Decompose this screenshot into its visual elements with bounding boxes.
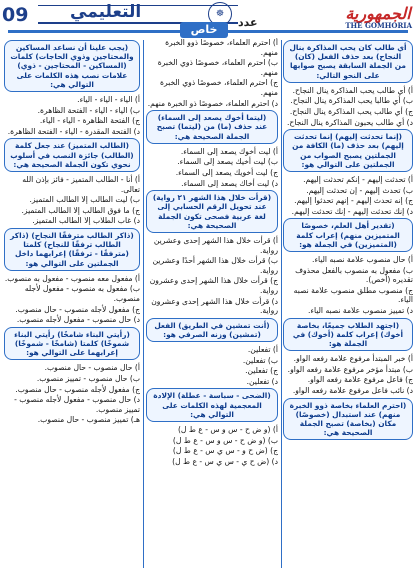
section-title: التعليمي — [70, 2, 142, 22]
answer-option: ج) مفعول لأجله منصوب - حال منصوب. — [15, 384, 140, 394]
logo-subtext: THE GOMHORIA — [345, 21, 412, 30]
answer-option: د) تفعلين. — [246, 376, 278, 386]
answer-option: ج) الفتحة الظاهرة - الياء - الياء. — [39, 116, 140, 126]
answer-option: ب) مفعول به منصوب بالفعل محذوف تقديره (أخص). — [295, 265, 413, 285]
answer-option: ج) (ض ح و - س ي س - ع ط ل) — [172, 446, 278, 456]
ministry-seal-icon: ☸ — [208, 2, 232, 26]
newspaper-logo — [345, 4, 412, 30]
answer-option: ب) (و ض ح - س و س - ع ط ل) — [172, 435, 278, 445]
answer-option: أ) حال منصوب علامة نصبه الياء. — [312, 254, 413, 264]
answer-option: أ) حال منصوب - حال منصوب. — [44, 363, 140, 373]
question-box: (الضحى - سباسة - عطلة) الإلادة المعجمية لهذه الكلمات على التوالي هي: — [146, 388, 278, 422]
answer-option: ب) احترم العلماء، خصوصًا ذوي الخبرة منهم. — [157, 58, 278, 77]
answer-option: ب) ليت أخيك يصعد إلى السماء. — [177, 157, 278, 167]
question-box: (ذاكر الطالب مترفقًا النجاح) (ذاكر الطالب ترفقًا للنجاح) كلمتا (مترفقًا - ترفقًا) إعرابهما داخل الجملتين على التوالي هو: — [4, 228, 140, 271]
question-box: (يجب علينا أن نساعد المساكين والمحتاجين وذوي الحاجات) كلمات (المساكين - المحتاجين - ذوي) علامات نصب هذه الكلمات على التوالي هي: — [4, 40, 140, 92]
question-box: (رأيتي البناء شامخًا) رأيتي البناء شموخًا) كلمتا (شامخًا - شموخًا) إعرابهما على التوالي هو: — [4, 327, 140, 361]
question-box: (أنت تمشين في الطريق) الفعل (تمشين) وزنه الصرفي هو: — [146, 318, 278, 342]
logo-text: الجمهورية — [345, 4, 411, 23]
answer-option: ب) الياء - الياء - الفتحة الظاهرة. — [37, 105, 140, 115]
question-box: (احترم العلماء بخاصة ذوو الخبرة منهم) عند استبدال (خصوصًا) مكان (بخاصة) تصبح الجملة الصحيحة هي: — [283, 398, 413, 441]
answer-option: ج) ليت أخويك يصعد إلى السماء. — [175, 167, 278, 177]
answer-option: ب) تحدث إليهم - إن تحدثت إليهم. — [306, 185, 413, 195]
answer-option: ج) منصوب مطلق منصوب علامة نصبه الياء. — [293, 285, 413, 305]
answer-option: أ) تحدثت إليهم - إنكم تحدثت إليهم. — [303, 175, 413, 184]
answer-option: د) الفتحة المقدرة - الياء - الفتحة الظاهرة. — [7, 126, 140, 136]
question-box: (تقدير أهل العلم، خصوصًا المتميزين منهم) إعراب كلمة (المتميزين) في الجملة هو: — [283, 218, 413, 252]
answer-option: د) احترم العلماء، خصوصًا ذو الخبرة منهم. — [147, 98, 278, 108]
answer-option: أ) أي طالب يحب المذاكرة ينال النجاح. — [292, 85, 413, 95]
answer-option: أ) احترم العلماء، خصوصًا ذوو الخبرة منهم. — [165, 38, 278, 57]
question-box: (الطالب المتميز) عند جعل كلمة (الطالب) جائزة النصب في أسلوب نحوي تكون الجملة الصحيحة هي: — [4, 138, 140, 172]
answer-option: د) غاب الطلاب إلا الطالب المتميز. — [32, 216, 140, 226]
middle-column — [146, 38, 278, 568]
answer-option: د) ليت أخاك يصعد إلى السماء. — [181, 178, 278, 188]
issue-label: عدد — [238, 16, 258, 29]
answer-option: أ) قرأت خلال هذا الشهر إحدى وعشرين رواية. — [153, 235, 278, 255]
answer-option: د) حال منصوب - مفعول لأجله منصوب. — [16, 315, 140, 325]
answer-option: أ) (و ض ح - س و س - ع ط ل) — [177, 425, 278, 435]
answer-option: د) حال منصوب - مفعول لأجله منصوب - تمييز منصوب. — [14, 395, 140, 414]
answer-option: ج) ما فوق الطالب إلا الطالب المتميز. — [21, 205, 140, 215]
answer-option: أ) خبر المبتدأ مرفوع علامة رفعه الواو. — [293, 354, 413, 364]
answer-option: أ) الياء - الياء - الياء. — [77, 95, 140, 105]
answer-option: د) (ض ح ي - س ي س - ع ط ل) — [172, 456, 278, 466]
answer-option: د) إنك تحدثت إليهم - إنك تحدثت إليهم. — [291, 206, 413, 216]
answer-option: أ) تفعلين. — [247, 345, 278, 355]
right-column — [283, 38, 413, 568]
question-box: (إنما تحدثت إليهم) إنما تحدثت إليهم) بعد حذف (ما) الكافة من الجملتين يصبح الصواب من الجملتين على التوالي هو: — [283, 129, 413, 172]
special-tab: خاص — [180, 22, 228, 38]
answer-option: ب) تفعلين. — [242, 355, 278, 365]
answer-option: د) تمييز منصوب علامة نصبه الياء. — [308, 305, 413, 315]
answer-option: ج) تفعلين. — [245, 366, 278, 376]
answer-option: د) أي طالب يحبون المذاكرة ينال النجاح. — [287, 117, 413, 127]
answer-option: أ) مفعول معه منصوب - مفعول به منصوب. — [4, 273, 140, 283]
answer-option: ج) احترم العلماء، خصوصًا ذوي الخبرة منهم. — [160, 78, 278, 97]
answer-option: أ) أنا - الطالب المتميز - فائز بإذن الله تعالى. — [22, 175, 140, 194]
answer-option: د) نائب فاعل مرفوع علامة رفعه الواو. — [292, 385, 413, 395]
answer-option: ب) أي طالبا يحب المذاكرة ينال النجاح. — [290, 96, 413, 106]
column-separator — [143, 40, 144, 568]
answer-option: ج) فاعل مرفوع علامة رفعه الواو. — [307, 375, 413, 385]
question-box: (ليتما أخوك يصعد إلى السماء) عند حذف (ما) من (ليتما) تصبح الجملة الصحيحة هي: — [146, 110, 278, 144]
answer-option: د) قرأت خلال هذا الشهر إحدى وعشرون رواية. — [151, 296, 278, 316]
answer-option: أ) ليت أخوك يصعد إلى السماء. — [180, 146, 278, 156]
question-box: أي طالب كان يحب المذاكرة بنال النجاح) بعد حذف الفعل (كان) من الجملة السابقة يصبح صوابها على النحو التالي: — [283, 40, 413, 83]
answer-option: هـ) تمييز منصوب - حال منصوب. — [37, 415, 140, 425]
answer-option: ب) مبتدأ مؤخر مرفوع علامة رفعه الواو. — [287, 364, 413, 374]
answer-option: ج) إنه تحدث إليهم - إنهم تحدثوا إليهم. — [294, 196, 413, 206]
left-column — [4, 38, 140, 568]
answer-option: ب) قرأت خلال هذا الشهر أحدًا وعشرين رواية. — [152, 256, 278, 275]
answer-option: ج) أي طالب يحب المذاكرة ينال النجاح. — [289, 107, 413, 116]
page-number: 09 — [2, 4, 29, 26]
answer-option: ج) قرأت خلال هذا الشهر إحدى وعشرون رواية. — [149, 276, 278, 295]
answer-option: ب) حال منصوب - تمييز منصوب. — [36, 373, 140, 383]
answer-option: ج) مفعول لأجله منصوب - حال منصوب. — [15, 304, 140, 314]
answer-option: ب) مفعول به منصوب - مفعول لأجله منصوب. — [24, 284, 140, 303]
question-box: (قرأت خلال هذا الشهر ٢١ رواية) عند تحويل الرقم الحسابي إلى لغة عربية فصحى تكون الجملة الصحيحة هي: — [146, 190, 278, 233]
answer-option: ب) ليت الطالب إلا الطالب المتميز. — [29, 195, 140, 205]
question-box: (اجتهد الطلاب جميعًا، بخاصة أخوك) إعراب كلمة (أخوك) في الجملة هو: — [283, 318, 413, 352]
column-separator — [281, 40, 282, 568]
